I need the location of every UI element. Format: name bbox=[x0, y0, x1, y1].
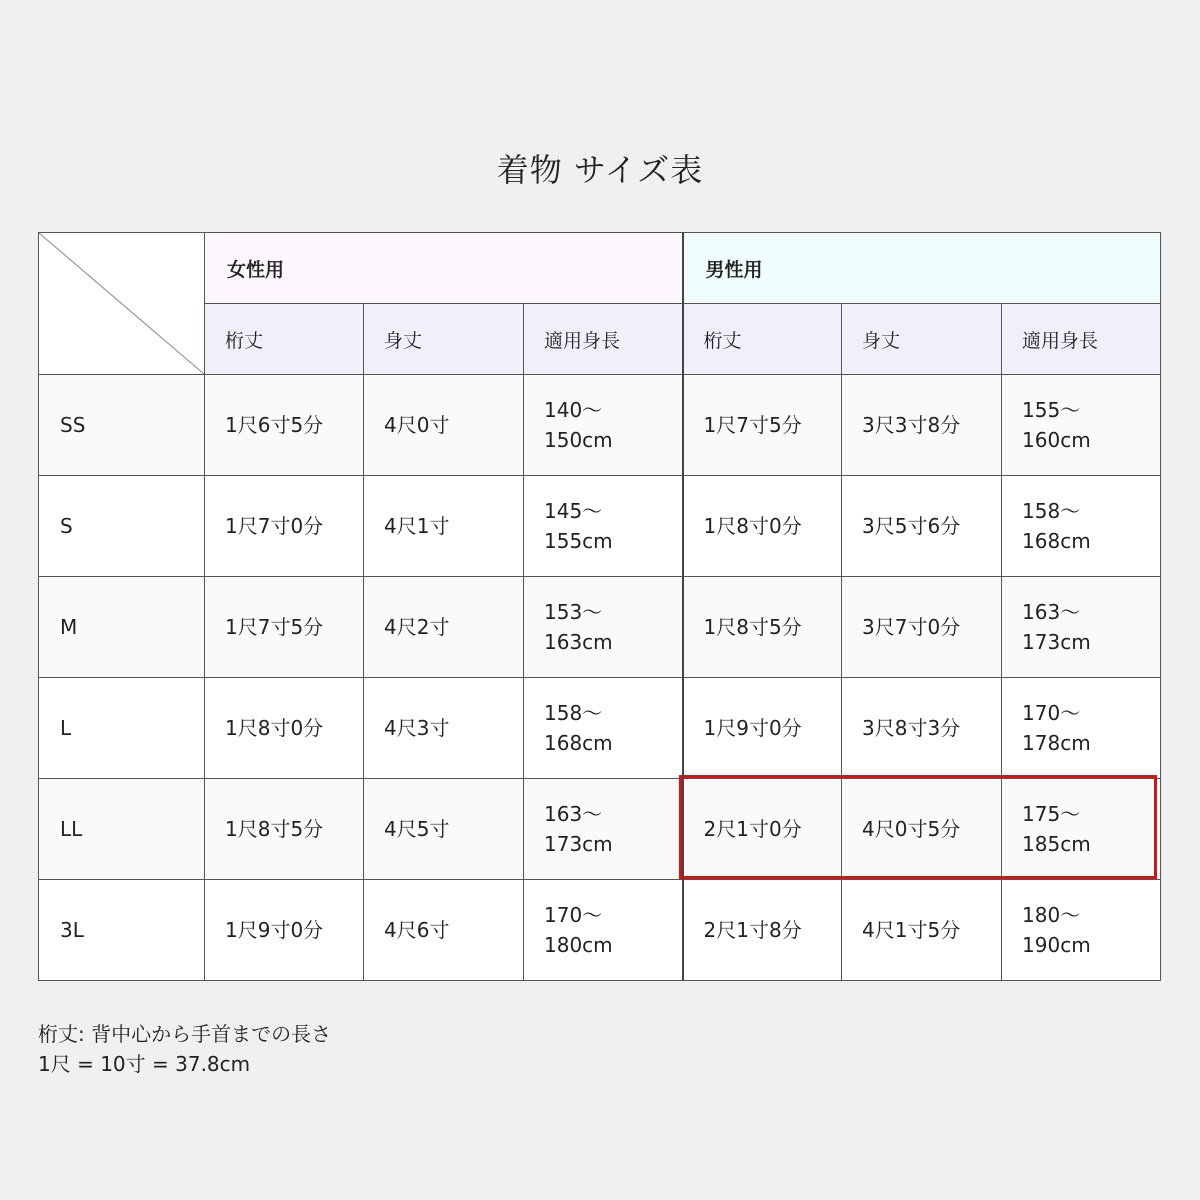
men-height-cell: 155〜 160cm bbox=[1002, 375, 1161, 476]
column-header-women-yuki: 桁丈 bbox=[205, 304, 364, 375]
men-yuki-cell: 2尺1寸0分 bbox=[683, 779, 842, 880]
size-label: 3L bbox=[39, 880, 205, 981]
men-mitake-cell: 3尺7寸0分 bbox=[842, 577, 1002, 678]
corner-cell bbox=[39, 233, 205, 375]
men-yuki-cell: 1尺7寸5分 bbox=[683, 375, 842, 476]
header-group-women-label: 女性用 bbox=[227, 258, 285, 281]
men-height-cell: 158〜 168cm bbox=[1002, 476, 1161, 577]
women-mitake-cell: 4尺6寸 bbox=[364, 880, 524, 981]
men-height-cell: 163〜 173cm bbox=[1002, 577, 1161, 678]
women-yuki-cell: 1尺8寸5分 bbox=[205, 779, 364, 880]
table-row-highlighted bbox=[39, 779, 1161, 880]
men-yuki-cell: 1尺8寸0分 bbox=[683, 476, 842, 577]
size-label: SS bbox=[39, 375, 205, 476]
column-header-men-height: 適用身長 bbox=[1002, 304, 1161, 375]
women-yuki-cell: 1尺6寸5分 bbox=[205, 375, 364, 476]
size-table-container bbox=[38, 232, 1160, 981]
women-mitake-cell: 4尺2寸 bbox=[364, 577, 524, 678]
men-height-cell: 175〜 185cm bbox=[1002, 779, 1161, 880]
men-yuki-cell: 1尺9寸0分 bbox=[683, 678, 842, 779]
women-yuki-cell: 1尺9寸0分 bbox=[205, 880, 364, 981]
women-height-cell: 158〜 168cm bbox=[524, 678, 683, 779]
women-yuki-cell: 1尺7寸0分 bbox=[205, 476, 364, 577]
size-label: L bbox=[39, 678, 205, 779]
men-mitake-cell: 4尺1寸5分 bbox=[842, 880, 1002, 981]
size-label: S bbox=[39, 476, 205, 577]
size-table bbox=[38, 232, 1161, 981]
table-row bbox=[39, 375, 1161, 476]
men-height-cell: 180〜 190cm bbox=[1002, 880, 1161, 981]
men-yuki-cell: 2尺1寸8分 bbox=[683, 880, 842, 981]
men-mitake-cell: 3尺8寸3分 bbox=[842, 678, 1002, 779]
men-mitake-cell: 3尺3寸8分 bbox=[842, 375, 1002, 476]
men-height-cell: 170〜 178cm bbox=[1002, 678, 1161, 779]
women-height-cell: 140〜 150cm bbox=[524, 375, 683, 476]
table-row bbox=[39, 880, 1161, 981]
men-yuki-cell: 1尺8寸5分 bbox=[683, 577, 842, 678]
column-header-women-height: 適用身長 bbox=[524, 304, 683, 375]
size-label: M bbox=[39, 577, 205, 678]
table-row bbox=[39, 678, 1161, 779]
women-yuki-cell: 1尺8寸0分 bbox=[205, 678, 364, 779]
women-mitake-cell: 4尺3寸 bbox=[364, 678, 524, 779]
women-height-cell: 163〜 173cm bbox=[524, 779, 683, 880]
footnote-unit-conversion: 1尺 = 10寸 = 37.8cm bbox=[38, 1052, 251, 1076]
diagonal-divider bbox=[39, 233, 204, 374]
header-group-men-label: 男性用 bbox=[705, 258, 763, 281]
column-header-men-yuki: 桁丈 bbox=[683, 304, 842, 375]
size-label: LL bbox=[39, 779, 205, 880]
men-mitake-cell: 4尺0寸5分 bbox=[842, 779, 1002, 880]
column-header-men-mitake: 身丈 bbox=[842, 304, 1002, 375]
header-group-women bbox=[205, 233, 683, 304]
footnote-yuki-definition: 桁丈: 背中心から手首までの長さ bbox=[38, 1022, 332, 1046]
women-yuki-cell: 1尺7寸5分 bbox=[205, 577, 364, 678]
table-row bbox=[39, 476, 1161, 577]
women-height-cell: 145〜 155cm bbox=[524, 476, 683, 577]
column-header-women-mitake: 身丈 bbox=[364, 304, 524, 375]
table-row bbox=[39, 577, 1161, 678]
women-mitake-cell: 4尺0寸 bbox=[364, 375, 524, 476]
women-mitake-cell: 4尺5寸 bbox=[364, 779, 524, 880]
men-mitake-cell: 3尺5寸6分 bbox=[842, 476, 1002, 577]
header-group-men bbox=[683, 233, 1161, 304]
page-title: 着物 サイズ表 bbox=[496, 151, 704, 189]
women-mitake-cell: 4尺1寸 bbox=[364, 476, 524, 577]
women-height-cell: 170〜 180cm bbox=[524, 880, 683, 981]
women-height-cell: 153〜 163cm bbox=[524, 577, 683, 678]
